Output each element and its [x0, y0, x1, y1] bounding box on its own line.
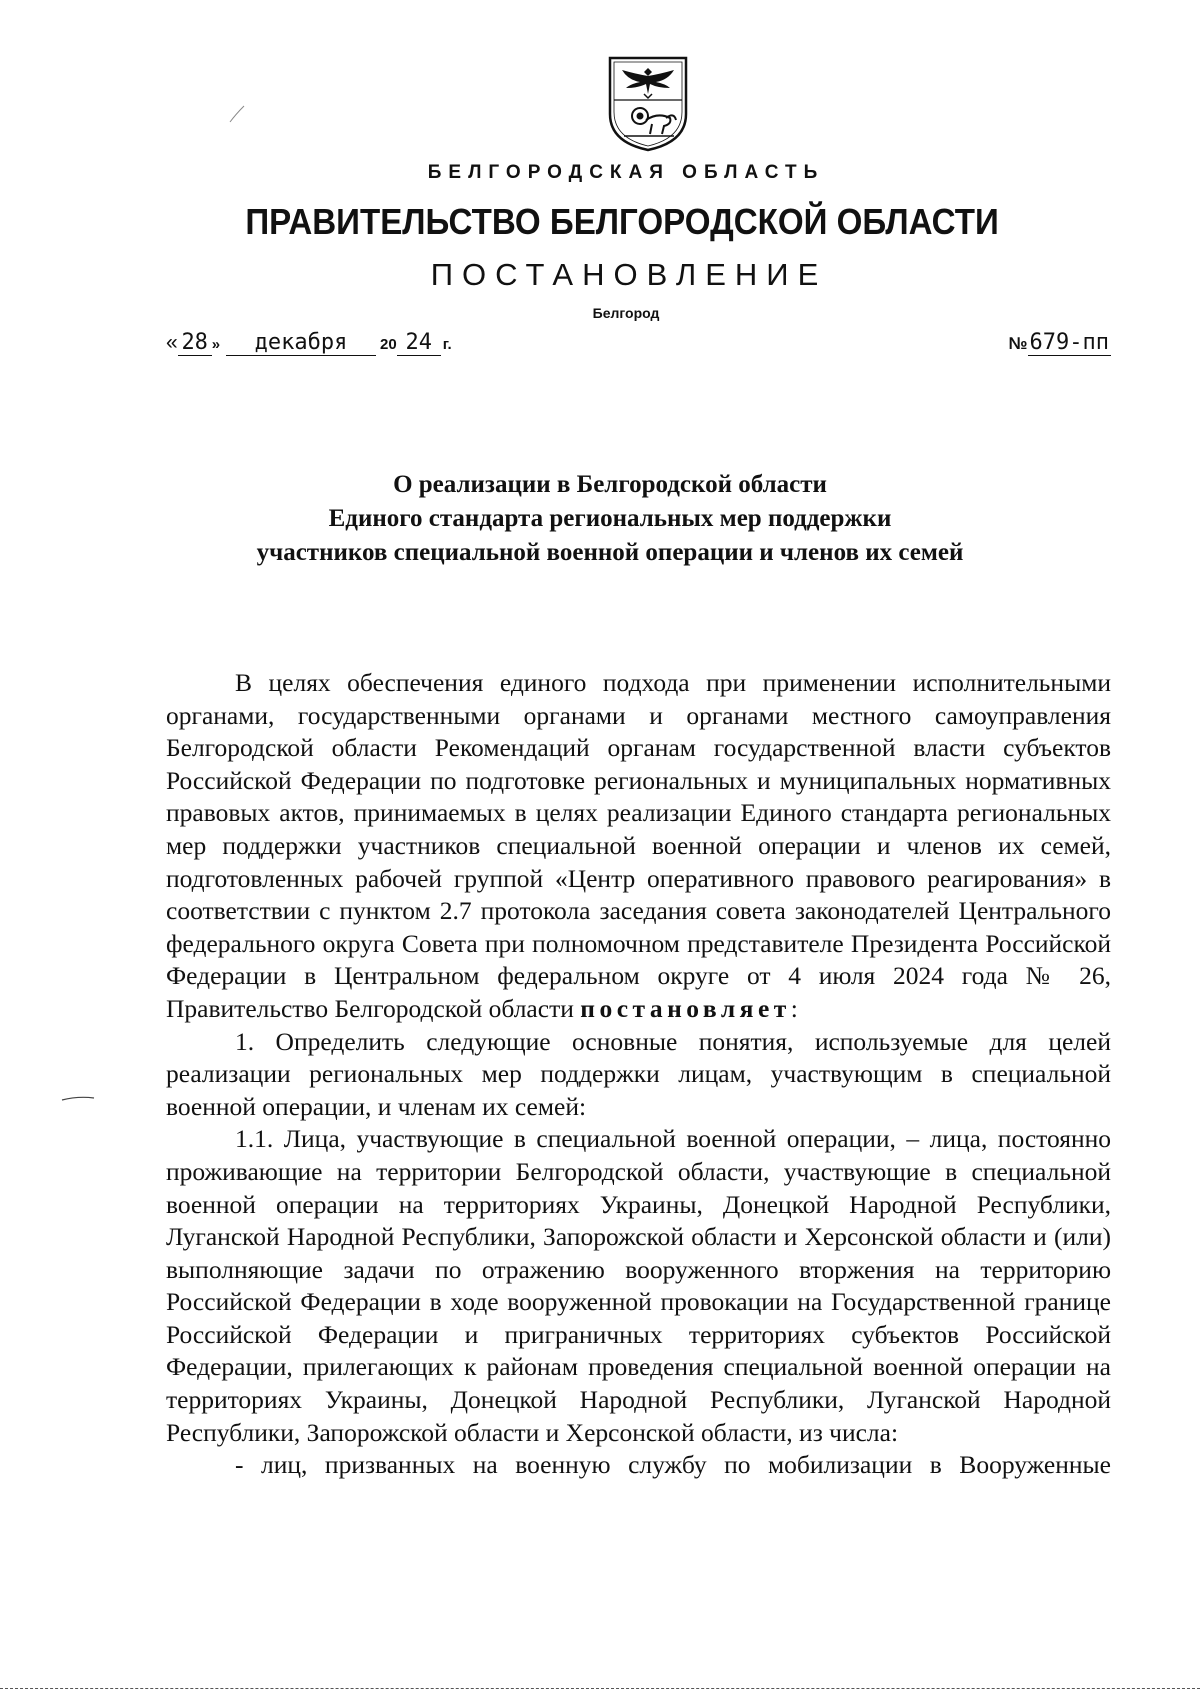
decree-number [1009, 330, 1111, 356]
date-month: декабря [226, 330, 376, 356]
decree-date [166, 330, 452, 356]
date-number-row [166, 330, 1111, 370]
date-year-suffix: 24 [397, 330, 441, 356]
date-year-mark: г. [442, 336, 452, 353]
date-year-prefix: 20 [380, 336, 397, 353]
scan-bottom-edge [0, 1688, 1200, 1690]
paragraph-list-item: - лиц, призванных на военную службу по мобилизации в Вооруженные [235, 1450, 1111, 1480]
date-close-quote: » [211, 336, 221, 353]
document-type: ПОСТАНОВЛЕНИЕ [430, 257, 828, 292]
scan-stroke-mark [228, 104, 248, 124]
date-open-quote: « [166, 331, 178, 354]
resolves-verb: постановляет [580, 993, 791, 1023]
scan-dash-mark [60, 1094, 96, 1104]
document-body [166, 667, 1111, 1482]
paragraph-preamble [166, 667, 1111, 1026]
region-name: БЕЛГОРОДСКАЯ ОБЛАСТЬ [427, 162, 825, 183]
coat-of-arms-icon [606, 54, 690, 152]
preamble-colon: : [790, 993, 798, 1023]
number-label: № [1008, 334, 1028, 353]
preamble-text: В целях обеспечения единого подхода при применении исполнительными органами, государственными органами и органами местного самоуправления Белгородской области Рекомендаций органам государственной власти субъектов Российской Федерации по подготовке региональных и муниципальных нормативных правовых актов, принимаемых в целях реализации Единого стандарта региональных мер поддержки участников специальной военной операции и членов их семей, подготовленных рабочей группой «Центр оперативного правового реагирования» в соответствии с пунктом 2.7 протокола заседания совета законодателей Центрального федерального округа Совета при полномочном представителе Президента Российской Федерации в Центральном федеральном округе от 4 июля 2024 года № 26, Правительство Белгородской области [166, 668, 1111, 1023]
document-title [160, 468, 1060, 570]
paragraph-item-1-1: 1.1. Лица, участвующие в специальной военной операции, – лица, постоянно проживающие на территории Белгородской области, участвующие в специальной военной операции на территориях Украины, Донецкой Народной Республики, Луганской Народной Республики, Запорожской области и Херсонской области и (или) выполняющие задачи по отражению вооруженного вторжения на территорию Российской Федерации в ходе вооруженной провокации на Государственной границе Российской Федерации и приграничных территориях субъектов Российской Федерации, прилегающих к районам проведения специальной военной операции на территориях Украины, Донецкой Народной Республики, Луганской Народной Республики, Запорожской области и Херсонской области, из числа: [166, 1124, 1111, 1447]
title-line-1: О реализации в Белгородской области [393, 471, 827, 498]
paragraph-item-1: 1. Определить следующие основные понятия, используемые для целей реализации региональных мер поддержки лицам, участвующим в специальной военной операции, и членам их семей: [166, 1026, 1111, 1121]
city-name: Белгород [592, 305, 660, 321]
number-value: 679-пп [1029, 330, 1109, 355]
title-line-2: Единого стандарта региональных мер поддержки [328, 505, 892, 532]
date-day: 28 [178, 330, 212, 356]
government-name: ПРАВИТЕЛЬСТВО БЕЛГОРОДСКОЙ ОБЛАСТИ [245, 201, 999, 242]
title-line-3: участников специальной военной операции и членов их семей [256, 539, 964, 566]
